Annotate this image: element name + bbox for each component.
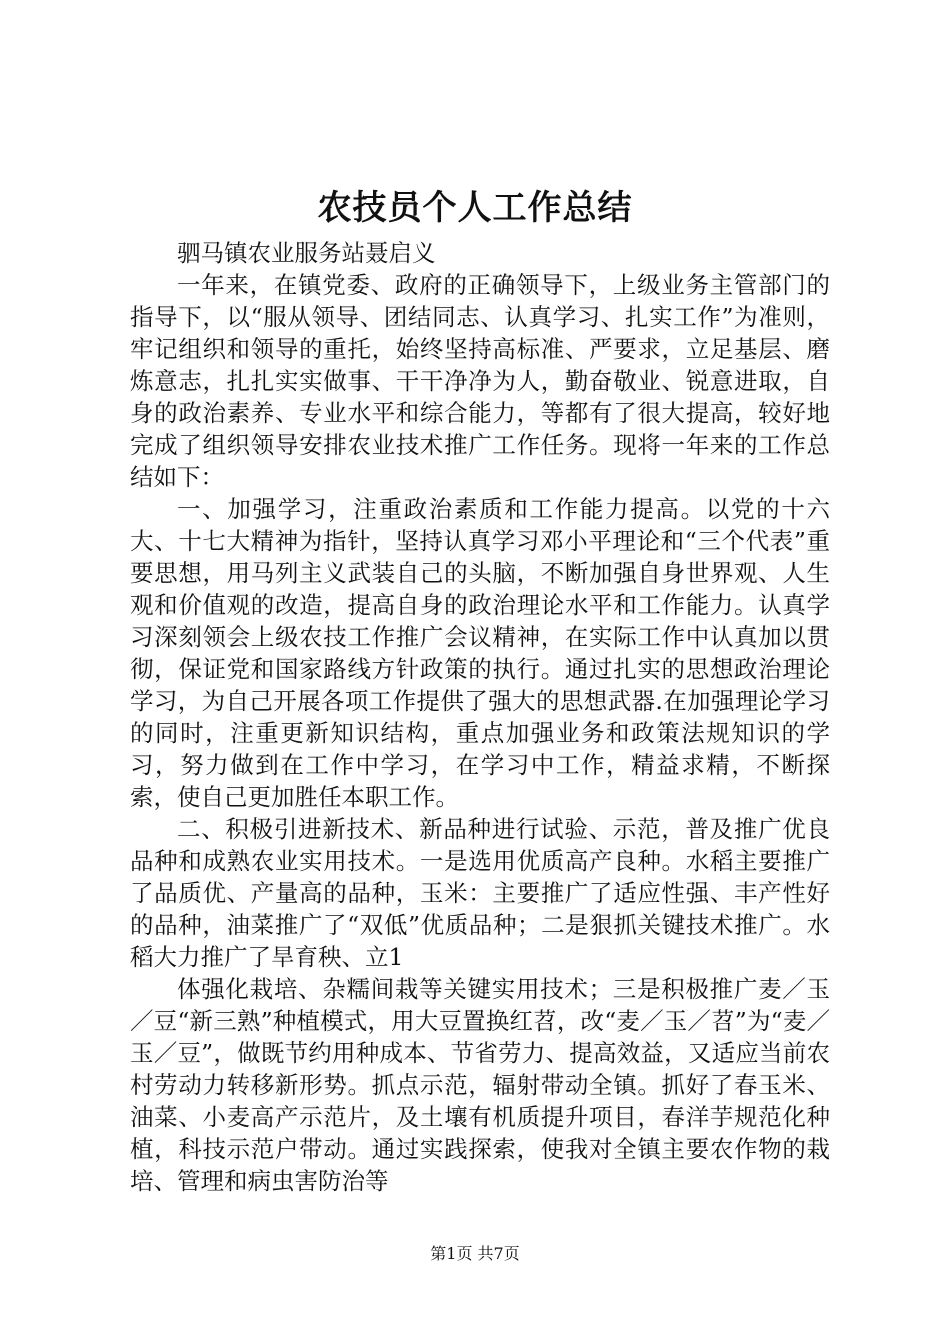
paragraph-intro: 一年来，在镇党委、政府的正确领导下，上级业务主管部门的指导下，以“服从领导、团结同志、认真学习、扎实工作”为准则，牢记组织和领导的重托，始终坚持高标准、严要求，立足基层、磨炼意志，扎扎实实做事、干干净净为人，勤奋敬业、锐意进取，自身的政治素养、专业水平和综合能力，等都有了很大提高，较好地完成了组织领导安排农业技术推广工作任务。现将一年来的工作总结如下： [130, 271, 830, 491]
paragraph-technology: 二、积极引进新技术、新品种进行试验、示范，普及推广优良品种和成熟农业实用技术。一是选用优质高产良种。水稻主要推广了品质优、产量高的品种，玉米：主要推广了适应性强、丰产性好的品种，油菜推广了“双低”优质品种；二是狠抓关键技术推广。水稻大力推广了旱育秧、立1 [130, 815, 830, 971]
paragraph-study: 一、加强学习，注重政治素质和工作能力提高。以党的十六大、十七大精神为指针，坚持认真学习邓小平理论和“三个代表”重要思想，用马列主义武装自己的头脑，不断加强自身世界观、人生观和价值观的改造，提高自身的政治理论水平和工作能力。认真学习深刻领会上级农技工作推广会议精神，在实际工作中认真加以贯彻，保证党和国家路线方针政策的执行。通过扎实的思想政治理论学习，为自己开展各项工作提供了强大的思想武器.在加强理论学习的同时，注重更新知识结构，重点加强业务和政策法规知识的学习，努力做到在工作中学习，在学习中工作，精益求精，不断探索，使自己更加胜任本职工作。 [130, 495, 830, 811]
author-line: 驷马镇农业服务站聂启义 [177, 239, 436, 267]
page-footer: 第1页 共7页 [430, 1244, 520, 1263]
document-body [130, 237, 830, 1197]
paragraph-demonstration: 体强化栽培、杂糯间栽等关键实用技术；三是积极推广麦／玉／豆“新三熟”种植模式，用大豆置换红苕，改“麦／玉／苕”为“麦／玉／豆”，做既节约用种成本、节省劳力、提高效益，又适应当前农村劳动力转移新形势。抓点示范，辐射带动全镇。抓好了春玉米、油菜、小麦高产示范片，及土壤有机质提升项目，春洋芋规范化种植，科技示范户带动。通过实践探索，使我对全镇主要农作物的栽培、管理和病虫害防治等 [130, 975, 830, 1195]
document-title: 农技员个人工作总结 [317, 188, 633, 228]
